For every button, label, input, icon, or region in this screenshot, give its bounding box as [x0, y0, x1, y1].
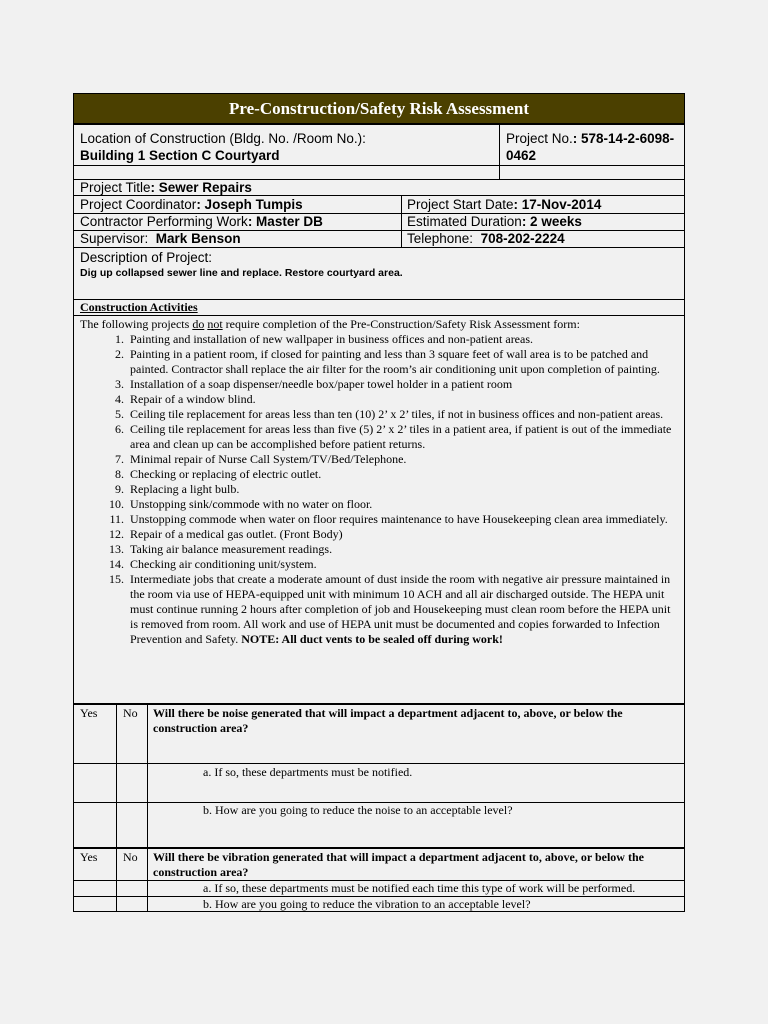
- noise-reduction-question: b. How are you going to reduce the noise to an acceptable level?: [203, 803, 513, 817]
- supervisor-value: Mark Benson: [155, 231, 241, 246]
- noise-no-checkbox[interactable]: No: [123, 706, 138, 720]
- contractor-value: : Master DB: [247, 214, 323, 229]
- noise-yes-checkbox[interactable]: Yes: [80, 706, 98, 720]
- vibration-no-checkbox[interactable]: No: [123, 850, 138, 864]
- intro-not: not: [207, 317, 223, 331]
- coordinator-field: [80, 196, 398, 213]
- hepa-note: NOTE: All duct vents to be sealed off during work!: [241, 632, 503, 646]
- description-value: Dig up collapsed sewer line and replace. Restore courtyard area.: [80, 267, 403, 279]
- start-date-value: : 17-Nov-2014: [513, 197, 602, 212]
- description-label: Description of Project:: [80, 250, 213, 265]
- description-field: [80, 249, 680, 280]
- intro-text-end: require completion of the Pre-Construction/Safety Risk Assessment form:: [222, 317, 580, 331]
- vibration-yes-checkbox[interactable]: Yes: [80, 850, 98, 864]
- list-item: 3. Installation of a soap dispenser/needle box/paper towel holder in a patient room: [115, 377, 513, 391]
- list-item: 7. Minimal repair of Nurse Call System/TV/Bed/Telephone.: [115, 452, 407, 466]
- project-number-label: Project No.: [506, 131, 573, 146]
- activities-heading: Construction Activities: [80, 300, 198, 314]
- noise-notify-note: a. If so, these departments must be notified.: [203, 765, 413, 779]
- location-value: Building 1 Section C Courtyard: [80, 148, 280, 163]
- project-number-field: [506, 130, 682, 164]
- noise-question: Will there be noise generated that will impact a department adjacent to, above, or below the construction area?: [153, 706, 623, 735]
- list-item: 1. Painting and installation of new wallpaper in business offices and non-patient areas.: [115, 332, 534, 346]
- coordinator-value: : Joseph Tumpis: [196, 197, 303, 212]
- contractor-label: Contractor Performing Work: [80, 214, 248, 229]
- supervisor-label: Supervisor:: [80, 231, 149, 246]
- list-item: 4. Repair of a window blind.: [115, 392, 256, 406]
- list-item: 6. Ceiling tile replacement for areas less than five (5) 2’ x 2’ tiles in a patient area, if patient is out of the immediate area and clean up can be accomplished before patient returns.: [115, 422, 672, 451]
- duration-label: Estimated Duration: [407, 214, 522, 229]
- supervisor-field: [80, 230, 398, 247]
- project-title-label: Project Title: [80, 180, 151, 195]
- duration-field: [407, 213, 683, 230]
- list-item: 14. Checking air conditioning unit/system.: [109, 557, 317, 571]
- telephone-value: 708-202-2224: [480, 231, 565, 246]
- activities-list: [80, 332, 680, 647]
- list-item: 9. Replacing a light bulb.: [115, 482, 240, 496]
- duration-value: : 2 weeks: [521, 214, 582, 229]
- form-title: Pre-Construction/Safety Risk Assessment: [73, 93, 685, 124]
- coordinator-label: Project Coordinator: [80, 197, 197, 212]
- vibration-notify-note: a. If so, these departments must be notified each time this type of work will be performed.: [203, 881, 636, 895]
- contractor-field: [80, 213, 398, 230]
- project-title-value: : Sewer Repairs: [150, 180, 252, 195]
- list-item: 11. Unstopping commode when water on floor requires maintenance to have Housekeeping clean area immediately.: [109, 512, 668, 526]
- telephone-field: [407, 230, 683, 247]
- list-item: 10. Unstopping sink/commode with no water on floor.: [109, 497, 373, 511]
- project-title-field: [80, 179, 680, 196]
- telephone-label: Telephone:: [407, 231, 474, 246]
- activities-intro: [80, 317, 680, 332]
- list-item: 12. Repair of a medical gas outlet. (Front Body): [109, 527, 343, 541]
- vibration-reduction-question: b. How are you going to reduce the vibration to an acceptable level?: [203, 897, 531, 911]
- list-item: 15. Intermediate jobs that create a moderate amount of dust inside the room with negative air pressure maintained in the room via use of HEPA-equipped unit with minimum 10 ACH and all air discharged outside. The HEPA unit must continue running 2 hours after completion of job and Housekeeping must clean room before the HEPA unit is removed from room. All work and use of HEPA unit must be documented and copies forwarded to Infection Prevention and Safety. NOTE: All duct vents to be sealed off during work!: [109, 572, 671, 646]
- list-item: 2. Painting in a patient room, if closed for painting and less than 3 square feet of wall area is to be patched and painted. Contractor shall replace the air filter for the room’s air conditioning unit upon completion of painting.: [115, 347, 660, 376]
- intro-do: do: [192, 317, 205, 331]
- list-item: 5. Ceiling tile replacement for areas less than ten (10) 2’ x 2’ tiles, if not in business offices and non-patient areas.: [115, 407, 664, 421]
- list-item: 13. Taking air balance measurement readings.: [109, 542, 333, 556]
- list-item: 8. Checking or replacing of electric outlet.: [115, 467, 322, 481]
- intro-text-start: The following projects: [80, 317, 193, 331]
- start-date-field: [407, 196, 683, 213]
- project-number-value: : 578-14-2-6098-0462: [506, 131, 675, 163]
- location-field: [80, 130, 495, 164]
- start-date-label: Project Start Date: [407, 197, 514, 212]
- vibration-question: Will there be vibration generated that will impact a department adjacent to, above, or below the construction area?: [153, 850, 644, 879]
- location-label: Location of Construction (Bldg. No. /Room No.):: [80, 131, 366, 146]
